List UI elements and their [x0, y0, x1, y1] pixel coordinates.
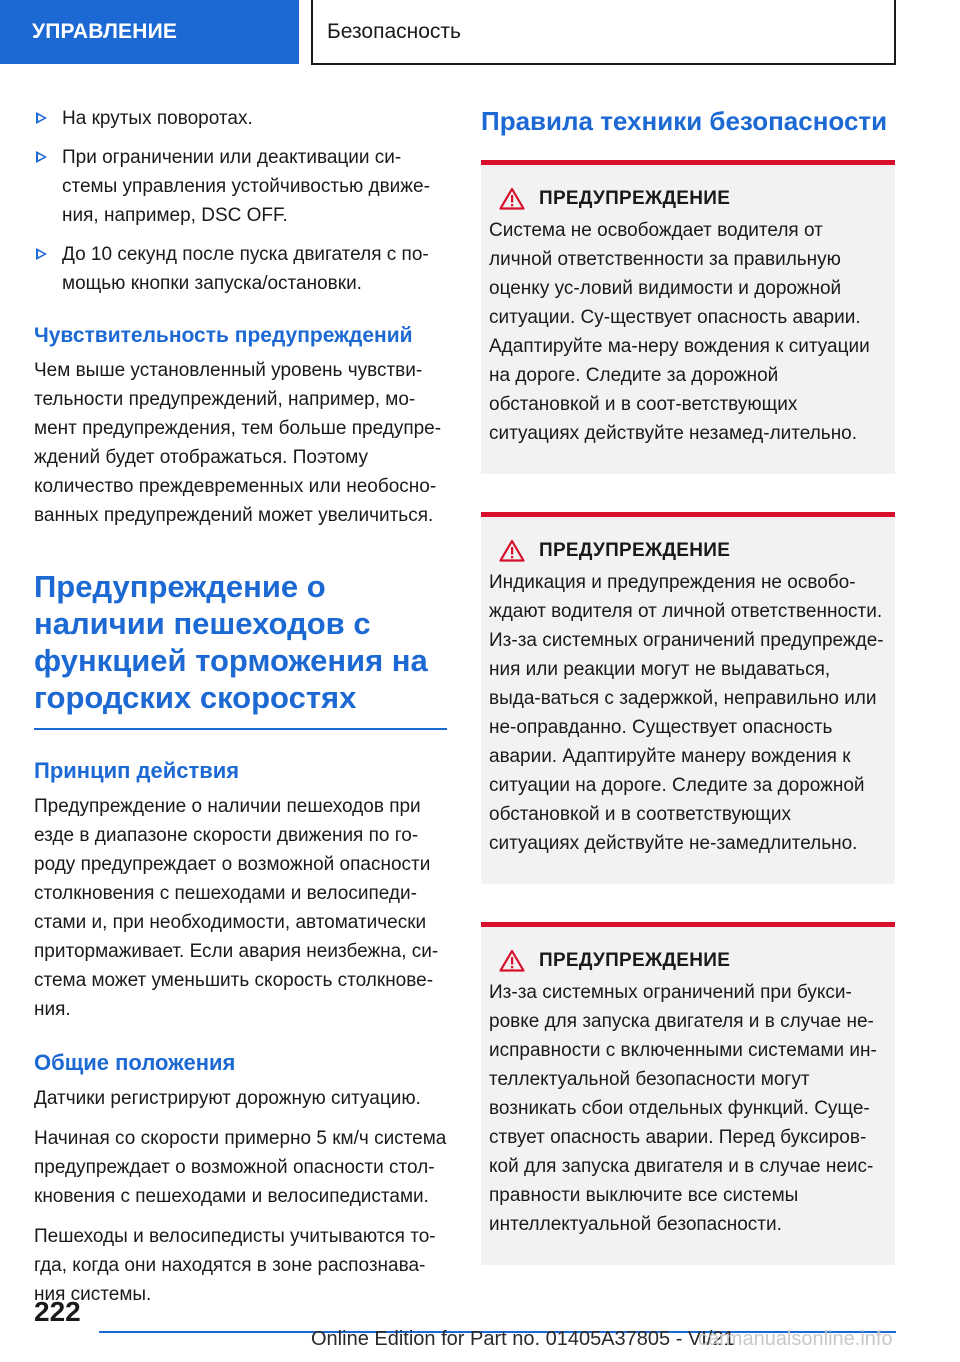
general-paragraph: Начиная со скорости примерно 5 км/ч система предупреждает о возможной опасности стол-кновения с пешеходами и велосипедистами.: [34, 1128, 447, 1207]
bullet-item: [34, 143, 447, 230]
triangle-bullet-icon: [36, 248, 47, 260]
warning-header: [499, 187, 885, 210]
warning-text: Система не освобождает водителя от личной ответственности за правильную оценку ус-ловий видимости и дорожной ситуации. Су-ществует опасность аварии. Адаптируйте ма-неру вождения к ситуации на дороге. Следите за дорожной обстановкой и в соот-ветствующих ситуациях действуйте незамед-лительно.: [489, 220, 870, 444]
triangle-bullet-icon: [36, 112, 47, 124]
header-divider: [311, 0, 313, 64]
general-paragraph: Датчики регистрируют дорожную ситуацию.: [34, 1088, 421, 1109]
bullet-text: На крутых поворотах.: [62, 108, 253, 129]
safety-rules-heading: Правила техники безопасности: [481, 106, 888, 136]
page-number: 222: [34, 1296, 81, 1327]
bullet-text: До 10 секунд после пуска двигателя с по-мощью кнопки запуска/остановки.: [62, 244, 429, 294]
warning-text: Из-за системных ограничений при букси-ровке для запуска двигателя и в случае не-исправности с включенными системами ин-теллектуальной безопасности могут возникать сбои отдельных функций. Суще-ствует опасность аварии. Перед буксиров-кой для запуска двигателя и в случае неис-правности выключите все системы интеллектуальной безопасности.: [489, 982, 877, 1235]
page-title: Безопасность: [327, 20, 461, 43]
bullet-item: [34, 240, 447, 298]
warning-box: [481, 512, 895, 884]
edition-text: Online Edition for Part no. 01405A37805 - VI/21: [311, 1328, 735, 1350]
sensitivity-heading: Чувствительность предупреждений: [34, 324, 413, 347]
watermark: carmanualsonline.info: [698, 1328, 893, 1350]
warning-header: [499, 539, 885, 562]
right-column: [481, 104, 895, 1303]
main-heading: Предупреждение о наличии пешеходов с функцией торможения на городских скоростях: [34, 568, 447, 730]
warning-triangle-icon: [499, 949, 525, 972]
general-paragraph: Пешеходы и велосипедисты учитываются то-гда, когда они находятся в зоне распознава-ния системы.: [34, 1226, 436, 1305]
sensitivity-text: Чем выше установленный уровень чувстви-тельности предупреждений, например, мо-мент предупреждения, тем больше предупре-ждений будет отображаться. Поэтому количество преждевременных или необосно-ванных предупреждений может увеличиться.: [34, 360, 442, 526]
warning-label: ПРЕДУПРЕЖДЕНИЕ: [539, 539, 731, 561]
bullet-text: При ограничении или деактивации си-стемы управления устойчивостью движе-ния, например, DSC OFF.: [62, 147, 430, 226]
header-rule: [311, 63, 896, 65]
warning-text: Индикация и предупреждения не освобо-ждают водителя от личной ответственности. Из-за системных ограничений предупрежде-ния или реакции могут не выдаваться, выда-ваться с задержкой, неправильно или не-оправданно. Существует опасность аварии. Адаптируйте манеру вождения к ситуации на дороге. Следите за дорожной обстановкой и в соответствующих ситуациях действуйте не-замедлительно.: [489, 572, 884, 854]
left-column: [34, 104, 447, 1320]
header-rule-right: [894, 0, 896, 65]
warning-triangle-icon: [499, 539, 525, 562]
bullet-item: [34, 104, 447, 133]
section-tab: УПРАВЛЕНИЕ: [0, 0, 299, 64]
principle-heading: Принцип действия: [34, 758, 240, 783]
warning-triangle-icon: [499, 187, 525, 210]
general-heading: Общие положения: [34, 1050, 236, 1075]
principle-text: Предупреждение о наличии пешеходов при езде в диапазоне скорости движения по го-роду предупреждает о возможной опасности столкновения с пешеходами и велосипеди-стами и, при необходимости, автоматически притормаживает. Если авария неизбежна, си-стема может уменьшить скорость столкнове-ния.: [34, 796, 439, 1020]
warning-box: [481, 160, 895, 474]
triangle-bullet-icon: [36, 151, 47, 163]
warning-box: [481, 922, 895, 1265]
warning-label: ПРЕДУПРЕЖДЕНИЕ: [539, 187, 731, 209]
warning-label: ПРЕДУПРЕЖДЕНИЕ: [539, 949, 731, 971]
warning-header: [499, 949, 885, 972]
